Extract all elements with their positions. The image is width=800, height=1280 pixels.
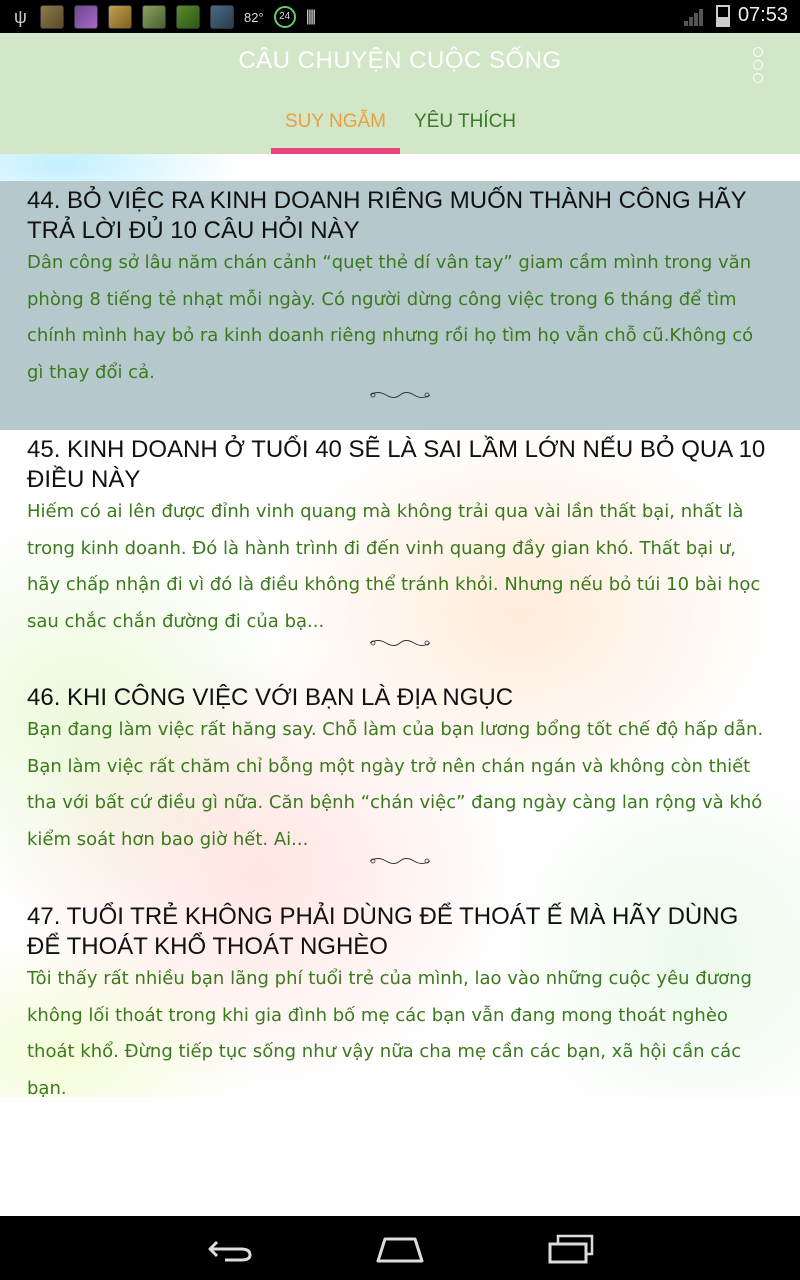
- ornament-divider-icon: [368, 390, 432, 400]
- status-bar: [0, 0, 800, 33]
- overflow-menu-icon[interactable]: [752, 45, 764, 81]
- item-description: Tôi thấy rất nhiều bạn lãng phí tuổi trẻ của mình, lao vào những cuộc yêu đương không lối thoát trong khi gia đình bố mẹ các bạn vẫn đang mong thoát nghèo thoát khổ. Đừng tiếp tục sống như vậy nữa cha mẹ cần các bạn, xã hội cần các bạn.: [27, 968, 752, 1099]
- tab-label: SUY NGẪM: [284, 111, 386, 132]
- home-icon[interactable]: [375, 1234, 425, 1264]
- item-title: 45. KINH DOANH Ở TUỔI 40 SẼ LÀ SAI LẦM LỚN NẾU BỎ QUA 10 ĐIỀU NÀY: [27, 436, 766, 493]
- app-notification-icon: [210, 5, 234, 29]
- app-notification-icon: [176, 5, 200, 29]
- signal-icon: [684, 6, 708, 26]
- app-notification-icon: [40, 5, 64, 29]
- item-title: 44. BỎ VIỆC RA KINH DOANH RIÊNG MUỐN THÀNH CÔNG HÃY TRẢ LỜI ĐỦ 10 CÂU HỎI NÀY: [27, 187, 747, 244]
- app-title: CÂU CHUYỆN CUỘC SỐNG: [238, 47, 562, 74]
- app-notification-icon: [108, 5, 132, 29]
- item-description: Bạn đang làm việc rất hăng say. Chỗ làm của bạn lương bổng tốt chế độ hấp dẫn. Bạn làm việc rất chăm chỉ bỗng một ngày trở nên chán ngán và không còn thiết tha với bất cứ điều gì nữa. Căn bệnh “chán việc” đang ngày càng lan rộng và khó kiểm soát hơn bao giờ hết. Ai...: [27, 719, 764, 850]
- recent-apps-icon[interactable]: [546, 1234, 596, 1264]
- item-description: Hiếm có ai lên được đỉnh vinh quang mà không trải qua vài lần thất bại, nhất là trong kinh doanh. Đó là hành trình đi đến vinh quang đầy gian khó. Thất bại ư, hãy chấp nhận đi vì đó là điều không thể tránh khỏi. Nhưng nếu bỏ túi 10 bài học sau chắc chắn đường đi của bạ...: [27, 501, 761, 632]
- app-notification-icon: [142, 5, 166, 29]
- app-notification-icon: [74, 5, 98, 29]
- list-item[interactable]: [0, 181, 800, 430]
- item-title: 47. TUỔI TRẺ KHÔNG PHẢI DÙNG ĐỂ THOÁT Ế MÀ HÃY DÙNG ĐỂ THOÁT KHỔ THOÁT NGHÈO: [27, 903, 739, 960]
- battery-icon: [716, 5, 730, 27]
- badge-icon: 24: [274, 6, 296, 28]
- story-list[interactable]: [0, 154, 800, 1097]
- usb-icon: ψ: [14, 7, 27, 27]
- system-icons: [684, 4, 788, 27]
- list-item[interactable]: [0, 678, 800, 896]
- tab-suy-ngam[interactable]: [271, 103, 400, 154]
- notification-icons: [14, 5, 314, 29]
- item-title: 46. KHI CÔNG VIỆC VỚI BẠN LÀ ĐỊA NGỤC: [27, 684, 514, 711]
- clock: 07:53: [737, 4, 788, 26]
- list-item[interactable]: [0, 430, 800, 648]
- tab-yeu-thich[interactable]: [405, 103, 525, 154]
- barcode-icon: ||||: [305, 8, 315, 25]
- item-description: Dân công sở lâu năm chán cảnh “quẹt thẻ dí vân tay” giam cầm mình trong văn phòng 8 tiếng tẻ nhạt mỗi ngày. Có người dừng công việc trong 6 tháng để tìm chính mình hay bỏ ra kinh doanh riêng nhưng rồi họ tìm họ vẫn chỗ cũ.Không có gì thay đổi cả.: [27, 252, 754, 383]
- tab-label: YÊU THÍCH: [413, 111, 517, 132]
- list-item[interactable]: [0, 897, 800, 1097]
- ornament-divider-icon: [368, 638, 432, 648]
- ornament-divider-icon: [368, 856, 432, 866]
- navigation-bar: [0, 1216, 800, 1280]
- temperature-label: 82°: [244, 9, 264, 25]
- back-icon[interactable]: [205, 1234, 255, 1264]
- app-bar: [0, 33, 800, 154]
